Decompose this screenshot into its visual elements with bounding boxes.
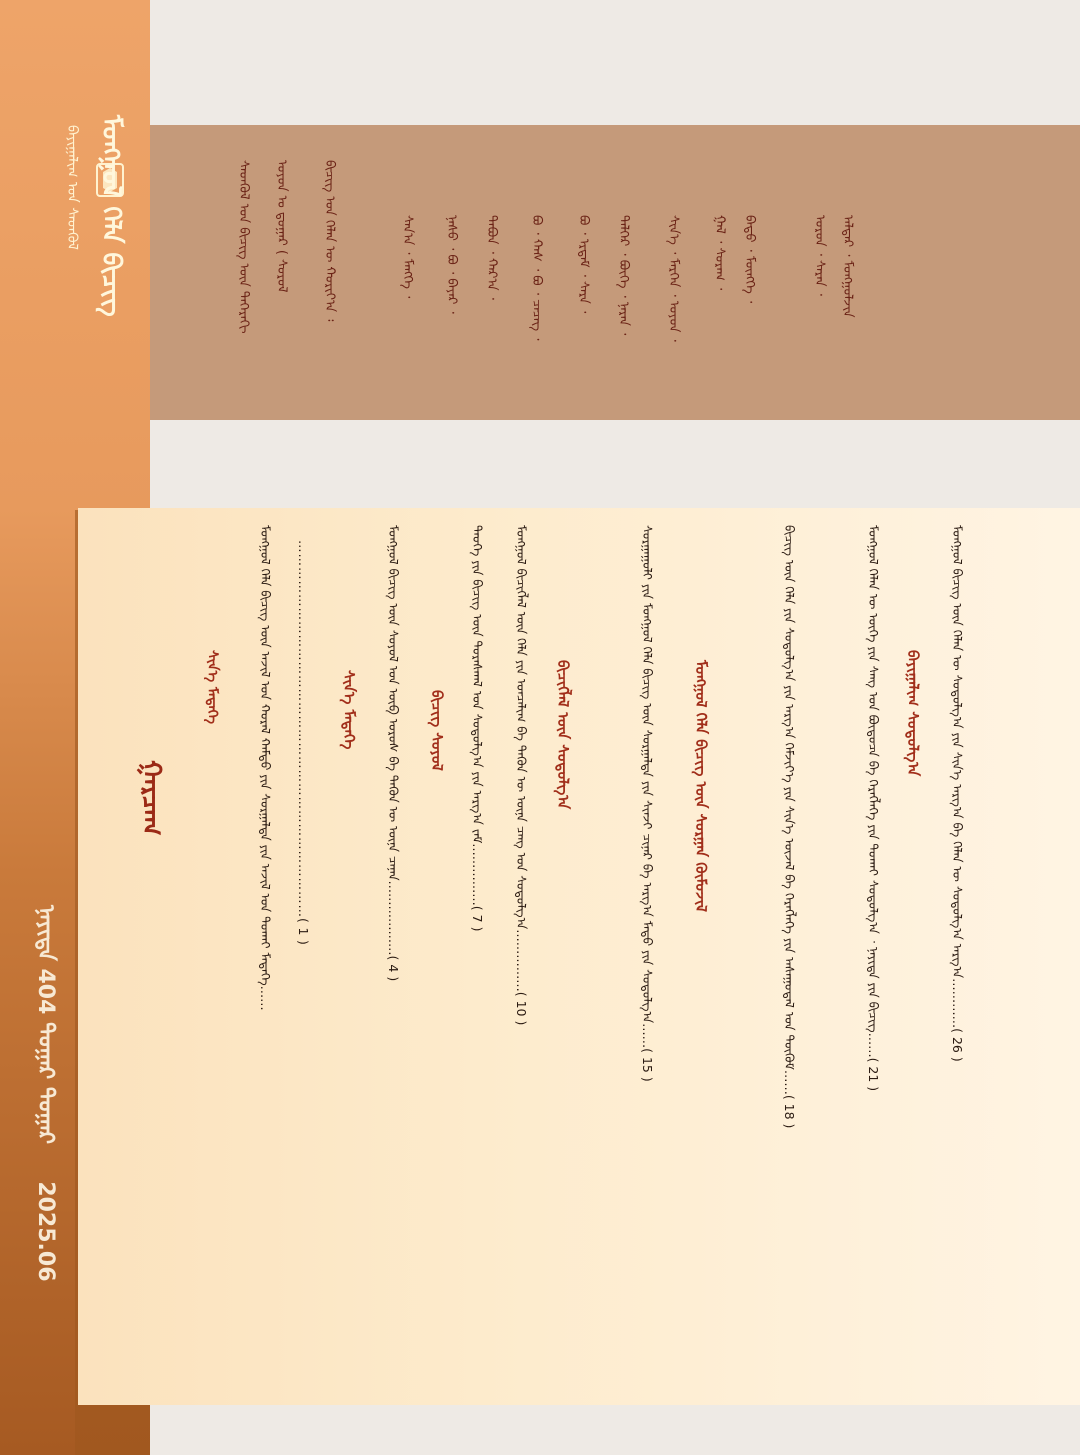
toc-entry[interactable]: ᠮᠣᠩᠭᠣᠯ ᠬᠡᠯᠡᠨ ᠦ ᠦᠭᠡ ᠶᠢᠨ ᠰᠠᠩ ᠤᠨ ᠪᠦᠲᠦᠴᠡ ᠪᠠ ᠬᠡᠷᠡᠭᠯᠡᠭᠡ ᠶᠢᠨ ᠲᠤᠬᠠᠢ ᠰᠤᠳᠤᠯᠭ᠎ᠠ ᠂ ᠨᠡᠶᠢᠲᠡ ᠶᠢᠨ ᠪᠢᠴᠢᠭ……( 21 ) — [866, 525, 881, 1092]
toc-entry[interactable]: ᠰᠤᠷᠭᠠᠭᠤᠯᠢ ᠶᠢᠨ ᠮᠣᠩᠭᠣᠯ ᠬᠡᠯᠡ ᠪᠢᠴᠢᠭ ᠦᠨ ᠰᠤᠷᠭᠠᠯᠲᠠ ᠶᠢᠨ ᠰᠢᠨᠵᠢ ᠴᠢᠨᠠᠷ ᠪᠠ ᠠᠷᠭ᠎ᠠ ᠮᠡᠲᠦ ᠶᠢᠨ ᠰᠤᠳᠤᠯᠭ᠎ᠠ……( 15 ) — [640, 525, 655, 1082]
toc-section-title: ᠪᠢᠴᠢᠭ ᠰᠣᠶᠣᠯ — [428, 690, 446, 771]
toc-section-title: ᠪᠢᠴᠢᠭᠯᠡᠯ ᠦᠨ ᠰᠤᠳᠤᠯᠭ᠎ᠠ — [554, 660, 572, 810]
toc-entry-title: ᠮᠣᠩᠭᠣᠯ ᠪᠢᠴᠢᠭ ᠦᠨ ᠬᠡᠯᠡᠨ ᠦ ᠰᠤᠳᠤᠯᠭ᠎ᠠ ᠶᠢᠨ ᠰᠢᠨ᠎ᠡ ᠠᠷᠭ᠎ᠠ ᠪᠠ ᠬᠡᠯᠡᠨ ᠦ ᠰᠤᠳᠤᠯᠭ᠎ᠠ ᠠᠷᠭ᠎ᠠ — [950, 525, 965, 979]
toc-entry[interactable]: ᠮᠣᠩᠭᠣᠯ ᠪᠢᠴᠢᠭᠯᠡᠯ ᠦᠨ ᠬᠡᠯᠡ ᠶᠢᠨ ᠣᠨᠴᠠᠯᠢᠭ ᠪᠠ ᠲᠡᠭᠦᠨ ᠦ ᠦᠨᠡ ᠴᠠᠩ ᠤᠨ ᠰᠤᠳᠤᠯᠭ᠎ᠠ……………( 10 ) — [514, 525, 529, 1026]
toc-entry-title: ᠮᠣᠩᠭᠣᠯ ᠬᠡᠯᠡᠨ ᠦ ᠦᠭᠡ ᠶᠢᠨ ᠰᠠᠩ ᠤᠨ ᠪᠦᠲᠦᠴᠡ ᠪᠠ ᠬᠡᠷᠡᠭᠯᠡᠭᠡ ᠶᠢᠨ ᠲᠤᠬᠠᠢ ᠰᠤᠳᠤᠯᠭ᠎ᠠ ᠂ ᠨᠡᠶᠢᠲᠡ ᠶᠢᠨ ᠪᠢᠴᠢᠭ — [866, 525, 881, 1033]
toc-entry-page: ( 26 ) — [950, 1028, 965, 1062]
toc-entry[interactable]: ᠮᠣᠩᠭᠣᠯ ᠪᠢᠴᠢᠭ ᠦᠨ ᠰᠣᠶᠣᠯ ᠤᠨ ᠦᠪ ᠤᠷᠤᠰ ᠪᠠ ᠲᠡᠭᠦᠨ ᠦ ᠦᠨᠡ ᠴᠡᠨᠡᠨ………………( 4 ) — [386, 525, 401, 982]
toc-entry[interactable]: ᠮᠣᠩᠭᠣᠯ ᠪᠢᠴᠢᠭ ᠦᠨ ᠬᠡᠯᠡᠨ ᠦ ᠰᠤᠳᠤᠯᠭ᠎ᠠ ᠶᠢᠨ ᠰᠢᠨ᠎ᠡ ᠠᠷᠭ᠎ᠠ ᠪᠠ ᠬᠡᠯᠡᠨ ᠦ ᠰᠤᠳᠤᠯᠭ᠎ᠠ ᠠᠷᠭ᠎ᠠ…………( 26 ) — [950, 525, 965, 1062]
toc-entry-page: ( 21 ) — [866, 1057, 881, 1092]
issue-label: ᠨᠡᠶᠢᠲᠡ 404 ᠳᠤᠭᠠᠷ ᠳᠤᠭᠠᠷ — [33, 905, 58, 1144]
credit-line: ᠪᠣ ᠂ ᠬᠠᠰ ᠂ ᠪᠣ ᠂ ᠴᠡᠴᠡᠭ ᠂ — [529, 215, 544, 341]
credit-line: ᠰᠡᠳᠬᠦᠯ ᠤᠨ ᠪᠢᠴᠢᠭ ᠦᠨ ᠳᠡᠭᠡᠷᠡᠬᠢ — [236, 160, 251, 334]
toc-entry[interactable]: ᠪᠢᠴᠢᠭ ᠦᠨ ᠬᠡᠯᠡ ᠶᠢᠨ ᠰᠤᠳᠤᠯᠭ᠎ᠠ ᠶᠢᠨ ᠠᠷᠭ᠎ᠠ ᠬᠡᠮᠵᠢᠶ᠎ᠡ ᠶᠢᠨ ᠰᠢᠨ᠎ᠡ ᠦᠵᠡᠯ ᠪᠠ ᠬᠡᠷᠡᠭᠯᠡᠭᠡ ᠶᠢᠨ ᠠᠰᠠᠭᠤᠳᠠᠯ ᠤᠨ ᠳᠦᠭᠦᠮ……( 18 ) — [782, 525, 797, 1129]
credit-line: ᠰᠢᠨ᠎ᠡ ᠂ ᠮᠡᠷᠭᠡᠨ ᠂ ᠣᠶᠤᠨ ᠂ — [666, 215, 681, 342]
credit-line: ᠪᠠᠲᠤ ᠂ ᠮᠥᠩᠭᠡ ᠂ — [742, 215, 757, 304]
toc-section-title: ᠰᠢᠨ᠎ᠡ ᠮᠡᠳᠡᠭᠡ — [340, 670, 358, 750]
toc-entry-title: ᠮᠣᠩᠭᠣᠯ ᠪᠢᠴᠢᠭᠯᠡᠯ ᠦᠨ ᠬᠡᠯᠡ ᠶᠢᠨ ᠣᠨᠴᠠᠯᠢᠭ ᠪᠠ ᠲᠡᠭᠦᠨ ᠦ ᠦᠨᠡ ᠴᠠᠩ ᠤᠨ ᠰᠤᠳᠤᠯᠭ᠎ᠠ — [514, 525, 529, 930]
toc-entry-title: ᠮᠣᠩᠭᠣᠯ ᠪᠢᠴᠢᠭ ᠦᠨ ᠰᠣᠶᠣᠯ ᠤᠨ ᠦᠪ ᠤᠷᠤᠰ ᠪᠠ ᠲᠡᠭᠦᠨ ᠦ ᠦᠨᠡ ᠴᠡᠨᠡᠨ — [386, 525, 401, 881]
toc-heading: ᠭᠠᠷᠴᠠᠭ — [136, 760, 166, 836]
credit-line: ᠨᠠᠰᠤ ᠂ ᠪᠣ ᠂ ᠪᠠᠶᠠᠷ ᠂ — [444, 215, 459, 314]
toc-section-title: ᠪᠠᠶᠢᠭᠠᠯᠢᠭ ᠰᠤᠳᠤᠯᠭ᠎ᠠ — [904, 650, 922, 777]
toc-entry-title: ᠰᠤᠷᠭᠠᠭᠤᠯᠢ ᠶᠢᠨ ᠮᠣᠩᠭᠣᠯ ᠬᠡᠯᠡ ᠪᠢᠴᠢᠭ ᠦᠨ ᠰᠤᠷᠭᠠᠯᠲᠠ ᠶᠢᠨ ᠰᠢᠨᠵᠢ ᠴᠢᠨᠠᠷ ᠪᠠ ᠠᠷᠭ᠎ᠠ ᠮᠡᠲᠦ ᠶᠢᠨ ᠰᠤᠳᠤᠯᠭ᠎ᠠ — [640, 525, 655, 1024]
credit-line: ᠰᠠᠨ᠎ᠠ ᠂ ᠮᠡᠩᠭᠡ ᠂ — [400, 215, 415, 299]
credit-line: ᠭᠠᠯ ᠂ ᠰᠤᠷᠠᠭ ᠂ — [712, 215, 727, 291]
issue-info — [26, 905, 66, 1375]
credit-line: ᠣᠶᠤᠨ ᠤ ᠳ᠋ᠤᠭᠠᠷ ( ᠰᠤᠷᠤᠯ — [274, 160, 289, 293]
toc-section-title: ᠮᠣᠩᠭᠣᠯ ᠬᠡᠯᠡ ᠪᠢᠴᠢᠭ ᠦᠨ ᠰᠤᠷᠭᠠᠨ ᠬᠦᠮᠦᠵᠢᠯ — [692, 660, 710, 912]
credit-line: ᠲᠠᠪᠤᠨ ᠂ ᠬᠠᠷ᠎ᠠ ᠂ — [484, 215, 499, 300]
magazine-subtitle: ᠪᠠᠶᠢᠭᠠᠯᠢᠭ ᠤᠨ ᠰᠡᠳᠬᠦᠯ — [64, 125, 80, 250]
toc-entry-title: ᠲᠡᠦᠬᠡ ᠶᠢᠨ ᠪᠢᠴᠢᠭ ᠦᠨ ᠳᠤᠷᠠᠰᠬᠠᠯ ᠤᠨ ᠰᠤᠳᠤᠯᠭ᠎ᠠ ᠶᠢᠨ ᠠᠷᠭ᠎ᠠ ᠵᠠᠮ — [470, 525, 485, 844]
toc-entry[interactable]: ᠲᠡᠦᠬᠡ ᠶᠢᠨ ᠪᠢᠴᠢᠭ ᠦᠨ ᠳᠤᠷᠠᠰᠬᠠᠯ ᠤᠨ ᠰᠤᠳᠤᠯᠭ᠎ᠠ ᠶᠢᠨ ᠠᠷᠭ᠎ᠠ ᠵᠠᠮ……………( 7 ) — [470, 525, 485, 932]
toc-entry[interactable]: …………………………………………………………………………( 1 ) — [296, 540, 311, 946]
magazine-title: ᠮᠣᠩᠭᠣᠯ ᠬᠡᠯᠡ ᠪᠢᠴᠢᠭ — [96, 115, 126, 317]
toc-entry-title: ᠮᠣᠩᠭᠣᠯ ᠬᠡᠯᠡ ᠪᠢᠴᠢᠭ ᠦᠨ ᠠᠵᠢᠯ ᠤᠨ ᠬᠤᠷᠠᠯ ᠬᠠᠮᠲᠤ ᠶᠢᠨ ᠰᠤᠷᠭᠠᠯᠲᠠ ᠶᠢᠨ ᠠᠵᠢᠯ ᠤᠨ ᠲᠤᠬᠠᠢ ᠮᠡᠳᠡᠭᠡ — [258, 525, 273, 986]
toc-entry-page: ( 18 ) — [782, 1094, 797, 1129]
toc-entry[interactable]: ᠮᠣᠩᠭᠣᠯ ᠬᠡᠯᠡ ᠪᠢᠴᠢᠭ ᠦᠨ ᠠᠵᠢᠯ ᠤᠨ ᠬᠤᠷᠠᠯ ᠬᠠᠮᠲᠤ ᠶᠢᠨ ᠰᠤᠷᠭᠠᠯᠲᠠ ᠶᠢᠨ ᠠᠵᠢᠯ ᠤᠨ ᠲᠤᠬᠠᠢ ᠮᠡᠳᠡᠭᠡ…… — [258, 525, 273, 1011]
credit-line: ᠳᠡᠯᠭᠡᠷ ᠂ ᠪᠦᠬᠡ ᠂ ᠨᠠᠷᠠᠨ ᠂ — [616, 215, 631, 336]
toc-panel — [78, 508, 1080, 1405]
issue-date: 2025.06 — [33, 1181, 58, 1282]
credit-line: ᠪᠣ ᠂ ᠡᠷᠳᠡᠮ ᠂ ᠰᠠᠷᠠ ᠂ — [576, 215, 591, 314]
credit-line: ᠤᠷᠤᠨ ᠂ ᠰᠠᠷᠠᠨ ᠂ — [812, 215, 827, 296]
toc-entry-page: ( 15 ) — [640, 1048, 655, 1082]
toc-entry-page: ( 7 ) — [470, 905, 485, 932]
toc-entry-title: ᠪᠢᠴᠢᠭ ᠦᠨ ᠬᠡᠯᠡ ᠶᠢᠨ ᠰᠤᠳᠤᠯᠭ᠎ᠠ ᠶᠢᠨ ᠠᠷᠭ᠎ᠠ ᠬᠡᠮᠵᠢᠶ᠎ᠡ ᠶᠢᠨ ᠰᠢᠨ᠎ᠡ ᠦᠵᠡᠯ ᠪᠠ ᠬᠡᠷᠡᠭᠯᠡᠭᠡ ᠶᠢᠨ ᠠᠰᠠᠭᠤᠳᠠᠯ ᠤᠨ ᠳᠦᠭᠦᠮ — [782, 525, 797, 1070]
toc-entry-page: ( 10 ) — [514, 991, 529, 1026]
toc-entry-page: ( 1 ) — [296, 918, 311, 946]
toc-section-subtitle: ᠰᠢᠨ᠎ᠡ ᠮᠡᠳᠡᠭᠡ — [204, 650, 220, 725]
toc-entry-page: ( 4 ) — [386, 955, 401, 982]
credit-line: ᠠᠯᠳᠠᠷ ᠂ ᠮᠣᠩᠭᠣᠯᠵᠢᠨ — [840, 215, 855, 318]
credit-line: ᠪᠢᠴᠢᠭ ᠤᠨ ᠬᠡᠯᠡᠨ ᠦ ᠬᠣᠷᠢᠶ᠎ᠠ ᠄ — [322, 160, 337, 322]
